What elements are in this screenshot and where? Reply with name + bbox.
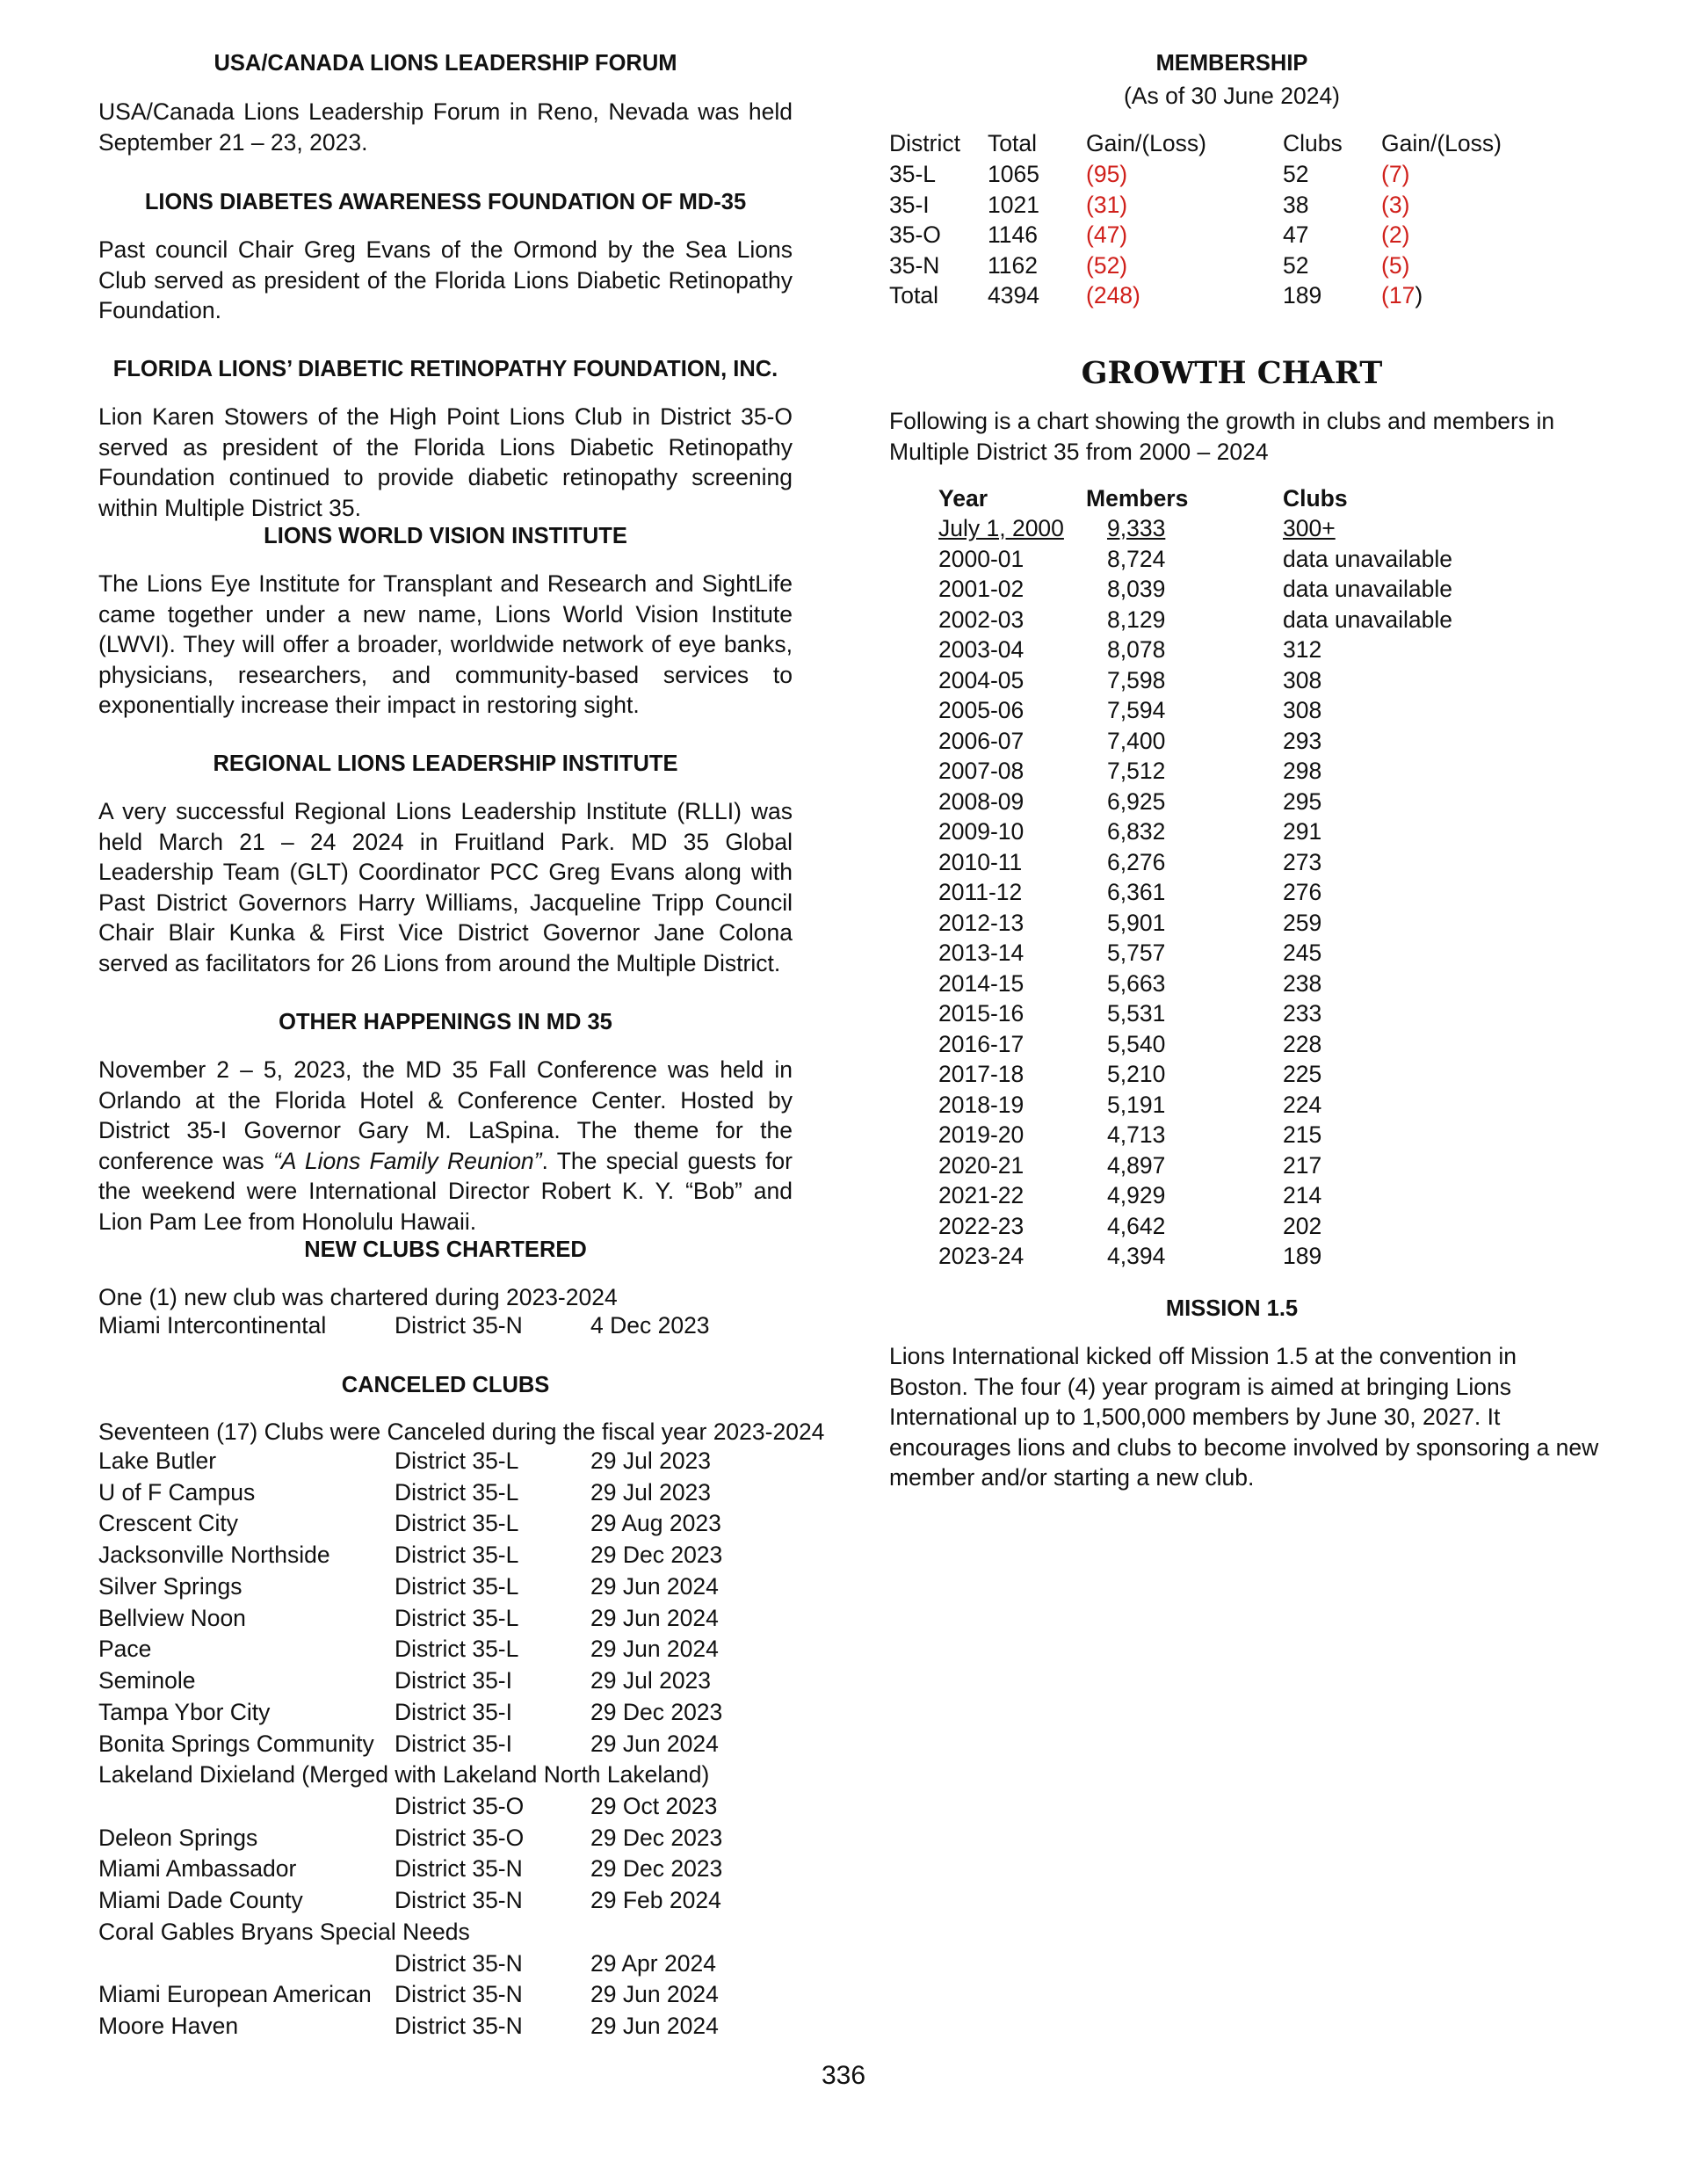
canceled-club-district: District 35-L	[395, 1510, 519, 1537]
membership-gain: (52)	[1086, 251, 1128, 279]
growth-members: 8,039	[1107, 576, 1166, 602]
growth-year: 2015-16	[938, 1000, 1025, 1027]
growth-year: 2016-17	[938, 1030, 1025, 1057]
growth-members: 8,078	[1107, 636, 1166, 663]
mission-line: International up to 1,500,000 members by June 30, 2027. It	[889, 1404, 1501, 1430]
growth-members: 4,929	[1107, 1182, 1166, 1208]
canceled-club-name: Deleon Springs	[98, 1824, 258, 1851]
canceled-club-name: Silver Springs	[98, 1572, 243, 1600]
canceled-club-district: District 35-L	[395, 1604, 519, 1631]
growth-clubs: 225	[1283, 1061, 1322, 1087]
membership-closing-paren: )	[1415, 282, 1423, 308]
membership-col-header: Gain/(Loss)	[1381, 130, 1502, 156]
growth-clubs: 298	[1283, 758, 1322, 784]
canceled-club-date: 29 Jul 2023	[590, 1448, 712, 1474]
vision-text: The Lions Eye Institute for Transplant and Research and SightLife came together under a new name, Lions World Vision Institute (LWVI). They will offer a broader, worldwide network of eye banks, physicians, researchers, and community-based services to exponentially increase their impact in restoring sight.	[98, 570, 793, 718]
canceled-club-district: District 35-O	[395, 1824, 525, 1851]
canceled-club-district: District 35-N	[395, 1949, 523, 1977]
growth-clubs: 276	[1283, 879, 1322, 905]
canceled-club-date: 29 Dec 2023	[590, 1698, 723, 1725]
growth-intro: Following is a chart showing the growth in clubs and members in Multiple District 35 from 2000 – 2024	[889, 408, 1555, 465]
forum-text: USA/Canada Lions Leadership Forum in Reno, Nevada was held September 21 – 23, 2023.	[98, 98, 793, 156]
membership-club-gain: (5)	[1381, 251, 1410, 279]
canceled-club-district: District 35-N	[395, 1981, 523, 2008]
growth-members: 4,897	[1107, 1151, 1166, 1179]
canceled-club-district: District 35-I	[395, 1667, 512, 1694]
membership-club-gain: (7)	[1381, 161, 1410, 187]
growth-clubs: 224	[1283, 1091, 1322, 1118]
canceled-club-district: District 35-L	[395, 1542, 519, 1569]
canceled-club-name: Jacksonville Northside	[98, 1542, 330, 1569]
growth-members: 8,129	[1107, 606, 1166, 633]
growth-year: 2006-07	[938, 727, 1025, 754]
membership-gain: (95)	[1086, 161, 1128, 187]
growth-members: 5,210	[1107, 1061, 1166, 1087]
growth-members: 9,333	[1107, 515, 1166, 541]
canceled-club-date: 29 Jun 2024	[590, 1636, 719, 1663]
growth-chart-title: GROWTH CHART	[1081, 355, 1383, 391]
membership-total: 1146	[988, 221, 1038, 248]
growth-members: 5,901	[1107, 909, 1166, 936]
diabetes-text: Past council Chair Greg Evans of the Ormond by the Sea Lions Club served as president of the Florida Lions Diabetic Retinopathy Foundation.	[98, 236, 793, 323]
diabetes-heading: LIONS DIABETES AWARENESS FOUNDATION OF MD-35	[144, 190, 747, 214]
canceled-club-date: 29 Dec 2023	[590, 1542, 723, 1569]
growth-year: 2017-18	[938, 1061, 1025, 1087]
growth-members: 5,531	[1107, 1000, 1166, 1027]
new-club-date: 4 Dec 2023	[590, 1312, 710, 1339]
membership-gain: (248)	[1086, 282, 1140, 308]
growth-year: 2022-23	[938, 1212, 1025, 1239]
growth-year: July 1, 2000	[938, 515, 1064, 541]
growth-clubs: 293	[1283, 727, 1322, 754]
canceled-club-name: Coral Gables Bryans Special Needs	[98, 1918, 470, 1945]
growth-clubs: 308	[1283, 666, 1322, 693]
growth-year: 2023-24	[938, 1243, 1025, 1269]
canceled-club-district: District 35-N	[395, 1887, 523, 1914]
canceled-club-name: Moore Haven	[98, 2013, 239, 2039]
growth-clubs: data unavailable	[1283, 545, 1453, 572]
growth-clubs: 228	[1283, 1030, 1322, 1057]
mission-heading: MISSION 1.5	[1165, 1296, 1299, 1321]
growth-members: 6,925	[1107, 787, 1166, 815]
growth-year: 2004-05	[938, 666, 1025, 693]
forum-heading: USA/CANADA LIONS LEADERSHIP FORUM	[214, 51, 677, 76]
membership-district: Total	[889, 282, 938, 308]
membership-total: 4394	[988, 282, 1039, 308]
growth-clubs: 273	[1283, 848, 1322, 875]
membership-clubs: 47	[1283, 221, 1309, 248]
canceled-club-date: 29 Jun 2024	[590, 2013, 719, 2039]
canceled-club-name: Pace	[98, 1636, 152, 1663]
growth-members: 7,598	[1107, 666, 1166, 693]
membership-district: 35-I	[889, 191, 930, 218]
growth-members: 5,540	[1107, 1030, 1166, 1057]
growth-col-header: Year	[938, 485, 988, 512]
growth-col-header: Clubs	[1283, 485, 1348, 512]
membership-clubs: 52	[1283, 161, 1309, 187]
growth-clubs: data unavailable	[1283, 576, 1453, 602]
new-club-district: District 35-N	[395, 1312, 523, 1339]
membership-gain: (31)	[1086, 191, 1128, 218]
membership-total: 1065	[988, 161, 1039, 187]
growth-year: 2002-03	[938, 606, 1025, 633]
rlli-heading: REGIONAL LIONS LEADERSHIP INSTITUTE	[213, 751, 678, 776]
growth-year: 2003-04	[938, 636, 1025, 663]
canceled-club-name: U of F Campus	[98, 1478, 256, 1506]
membership-heading: MEMBERSHIP	[1155, 51, 1308, 76]
canceled-club-date: 29 Jul 2023	[590, 1478, 712, 1506]
canceled-club-district: District 35-O	[395, 1792, 525, 1819]
membership-district: 35-O	[889, 221, 941, 248]
membership-clubs: 189	[1283, 282, 1322, 308]
growth-year: 2005-06	[938, 697, 1025, 723]
growth-year: 2008-09	[938, 787, 1025, 815]
membership-club-gain: (17)	[1381, 282, 1423, 308]
growth-year: 2021-22	[938, 1182, 1025, 1208]
growth-members: 6,832	[1107, 818, 1166, 845]
canceled-club-date: 29 Dec 2023	[590, 1824, 723, 1851]
membership-district: 35-N	[889, 251, 940, 279]
membership-club-gain: (3)	[1381, 191, 1410, 218]
growth-year: 2011-12	[938, 879, 1023, 905]
canceled-club-date: 29 Jun 2024	[590, 1604, 719, 1631]
growth-clubs: 233	[1283, 1000, 1322, 1027]
canceled-club-name: Bonita Springs Community	[98, 1730, 374, 1757]
canceled-club-name: Crescent City	[98, 1510, 239, 1537]
growth-clubs: 217	[1283, 1151, 1322, 1179]
growth-clubs: data unavailable	[1283, 606, 1453, 633]
membership-col-header: District	[889, 130, 960, 156]
growth-year: 2019-20	[938, 1121, 1025, 1148]
growth-year: 2013-14	[938, 940, 1025, 966]
canceled-club-date: 29 Apr 2024	[590, 1949, 716, 1977]
growth-clubs: 214	[1283, 1182, 1322, 1208]
membership-club-gain: (2)	[1381, 221, 1410, 248]
canceled-club-date: 29 Oct 2023	[590, 1792, 718, 1819]
canceled-club-date: 29 Jun 2024	[590, 1572, 719, 1600]
canceled-club-name: Tampa Ybor City	[98, 1698, 271, 1725]
growth-members: 5,663	[1107, 969, 1166, 997]
mission-line: Boston. The four (4) year program is aimed at bringing Lions	[889, 1373, 1512, 1400]
canceled-club-district: District 35-N	[395, 2013, 523, 2039]
growth-members: 4,713	[1107, 1121, 1166, 1148]
membership-clubs: 52	[1283, 251, 1309, 279]
canceled-club-district: District 35-L	[395, 1448, 519, 1474]
growth-members: 4,394	[1107, 1243, 1166, 1269]
new-clubs-intro: One (1) new club was chartered during 2023-2024	[98, 1284, 618, 1310]
growth-clubs: 300+	[1283, 515, 1336, 541]
growth-clubs: 291	[1283, 818, 1322, 845]
rlli-text: A very successful Regional Lions Leadership Institute (RLLI) was held March 21 – 24 2024 in Fruitland Park. MD 35 Global Leadership Team (GLT) Coordinator PCC Greg Evans along with Past District Governors Harry Williams, Jacqueline Tripp Council Chair Blair Kunka & First Vice District Governor Jane Colona served as facilitators for 26 Lions from around the Multiple District.	[98, 798, 793, 976]
page-number: 336	[821, 2061, 866, 2090]
new-club-name: Miami Intercontinental	[98, 1312, 327, 1339]
membership-district: 35-L	[889, 161, 937, 187]
membership-clubs: 38	[1283, 191, 1309, 218]
mission-line: encourages lions and clubs to become involved by sponsoring a new	[889, 1433, 1599, 1461]
growth-year: 2001-02	[938, 576, 1025, 602]
canceled-club-name: Miami European American	[98, 1981, 372, 2008]
membership-subheading: (As of 30 June 2024)	[1123, 83, 1341, 109]
canceled-club-date: 29 Jun 2024	[590, 1730, 719, 1757]
growth-clubs: 259	[1283, 909, 1322, 936]
canceled-club-name: Lakeland Dixieland (Merged with Lakeland North Lakeland)	[98, 1761, 710, 1789]
canceled-club-name: Bellview Noon	[98, 1604, 246, 1631]
canceled-club-date: 29 Dec 2023	[590, 1855, 723, 1883]
growth-year: 2009-10	[938, 818, 1025, 845]
canceled-club-date: 29 Feb 2024	[590, 1887, 721, 1914]
growth-clubs: 215	[1283, 1121, 1322, 1148]
conference-theme: “A Lions Family Reunion”	[272, 1147, 542, 1174]
retinopathy-heading: FLORIDA LIONS’ DIABETIC RETINOPATHY FOUNDATION, INC.	[112, 357, 778, 381]
canceled-club-district: District 35-L	[395, 1478, 519, 1506]
vision-heading: LIONS WORLD VISION INSTITUTE	[264, 524, 627, 548]
happenings-heading: OTHER HAPPENINGS IN MD 35	[279, 1010, 612, 1034]
growth-members: 5,757	[1107, 940, 1166, 966]
membership-col-header: Total	[988, 130, 1037, 156]
growth-clubs: 202	[1283, 1212, 1322, 1239]
growth-year: 2014-15	[938, 969, 1025, 997]
canceled-club-district: District 35-I	[395, 1698, 512, 1725]
growth-members: 7,594	[1107, 697, 1166, 723]
canceled-club-district: District 35-N	[395, 1855, 523, 1883]
canceled-club-date: 29 Jun 2024	[590, 1981, 719, 2008]
growth-col-header: Members	[1086, 485, 1189, 512]
growth-clubs: 238	[1283, 969, 1322, 997]
growth-clubs: 308	[1283, 697, 1322, 723]
canceled-club-name: Seminole	[98, 1667, 196, 1694]
growth-year: 2000-01	[938, 545, 1025, 572]
growth-members: 8,724	[1107, 545, 1166, 572]
mission-line: Lions International kicked off Mission 1.5 at the convention in	[889, 1343, 1517, 1369]
canceled-club-name: Lake Butler	[98, 1448, 217, 1474]
growth-year: 2018-19	[938, 1091, 1025, 1118]
canceled-club-name: Miami Dade County	[98, 1887, 303, 1914]
growth-members: 6,361	[1107, 879, 1166, 905]
growth-clubs: 312	[1283, 636, 1322, 663]
growth-year: 2010-11	[938, 848, 1023, 875]
growth-members: 6,276	[1107, 848, 1166, 875]
growth-year: 2020-21	[938, 1151, 1025, 1179]
canceled-club-date: 29 Aug 2023	[590, 1510, 721, 1537]
canceled-heading: CANCELED CLUBS	[341, 1373, 550, 1397]
happenings-text: November 2 – 5, 2023, the MD 35 Fall Conference was held in Orlando at the Florida Hotel & Conference Center. Hosted by District 35-I Governor Gary M. LaSpina. The theme for the conference was “A Lions Family Reunion”. The special guests for the weekend were International Director Robert K. Y. “Bob” and Lion Pam Lee from Honolulu Hawaii.	[98, 1056, 793, 1235]
membership-gain: (47)	[1086, 221, 1128, 248]
membership-col-header: Gain/(Loss)	[1086, 130, 1206, 156]
membership-col-header: Clubs	[1283, 130, 1343, 156]
canceled-club-district: District 35-I	[395, 1730, 512, 1757]
membership-total: 1021	[988, 191, 1039, 218]
growth-clubs: 295	[1283, 787, 1322, 815]
mission-line: member and/or starting a new club.	[889, 1464, 1255, 1491]
growth-members: 7,512	[1107, 758, 1166, 784]
growth-members: 4,642	[1107, 1212, 1166, 1239]
growth-clubs: 245	[1283, 940, 1322, 966]
growth-members: 5,191	[1107, 1091, 1166, 1118]
retinopathy-text: Lion Karen Stowers of the High Point Lions Club in District 35-O served as president of the Florida Lions Diabetic Retinopathy Foundation continued to provide diabetic retinopathy screening within Multiple District 35.	[98, 403, 793, 521]
canceled-club-district: District 35-L	[395, 1636, 519, 1663]
growth-members: 7,400	[1107, 727, 1166, 754]
canceled-club-district: District 35-L	[395, 1572, 519, 1600]
new-clubs-heading: NEW CLUBS CHARTERED	[304, 1237, 587, 1262]
membership-total: 1162	[988, 251, 1038, 279]
canceled-club-date: 29 Jul 2023	[590, 1667, 712, 1694]
growth-clubs: 189	[1283, 1243, 1322, 1269]
growth-year: 2012-13	[938, 909, 1025, 936]
growth-year: 2007-08	[938, 758, 1025, 784]
canceled-club-name: Miami Ambassador	[98, 1855, 297, 1883]
canceled-intro: Seventeen (17) Clubs were Canceled during the fiscal year 2023-2024	[98, 1419, 825, 1445]
